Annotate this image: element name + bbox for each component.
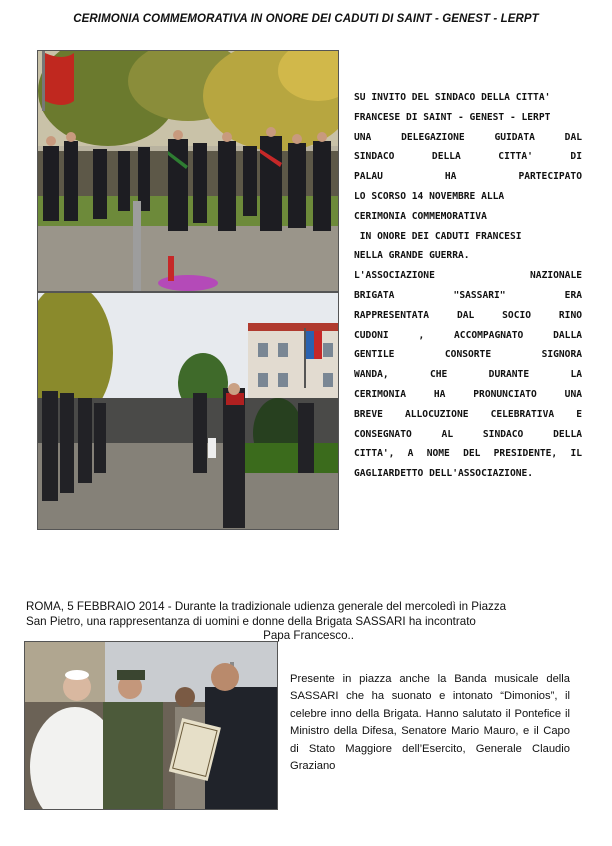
article-line: PALAU HA PARTECIPATO xyxy=(354,171,582,183)
headline-line: Papa Francesco.. xyxy=(263,629,354,643)
article-line: LO SCORSO 14 NOVEMBRE ALLA xyxy=(354,190,505,202)
article-line: RAPPRESENTATA DAL SOCIO RINO xyxy=(354,309,582,321)
article-line: UNA DELEGAZIONE GUIDATA DAL xyxy=(354,131,582,143)
article-line: CITTA', A NOME DEL PRESIDENTE, IL xyxy=(354,448,582,460)
article-saint-genest xyxy=(354,88,582,484)
photo-pope-meeting xyxy=(24,641,278,810)
article-line: GAGLIARDETTO DELL'ASSOCIAZIONE. xyxy=(354,468,534,480)
article-line: CUDONI , ACCOMPAGNATO DALLA xyxy=(354,329,582,341)
article-line: BRIGATA "SASSARI" ERA xyxy=(354,289,582,301)
photo-ceremony-group xyxy=(37,50,339,292)
headline-line: San Pietro, una rappresentanza di uomini e donne della Brigata SASSARI ha incontrato xyxy=(26,614,476,628)
article-line: CONSEGNATO AL SINDACO DELLA xyxy=(354,428,582,440)
article-line: SU INVITO DEL SINDACO DELLA CITTA' xyxy=(354,92,551,103)
article-line: SINDACO DELLA CITTA' DI xyxy=(354,151,582,163)
article-line: L'ASSOCIAZIONE NAZIONALE xyxy=(354,270,582,282)
article-line: WANDA, CHE DURANTE LA xyxy=(354,369,582,381)
article-line: IN ONORE DEI CADUTI FRANCESI xyxy=(354,230,522,242)
article-line: NELLA GRANDE GUERRA. xyxy=(354,250,470,262)
photo-ceremony-speech xyxy=(37,292,339,530)
article-line: GENTILE CONSORTE SIGNORA xyxy=(354,349,582,361)
article-line: CERIMONIA COMMEMORATIVA xyxy=(354,210,487,222)
headline-line: ROMA, 5 FEBBRAIO 2014 - Durante la tradizionale udienza generale del mercoledì in Piazza xyxy=(26,600,507,613)
page-title: CERIMONIA COMMEMORATIVA IN ONORE DEI CADUTI DI SAINT - GENEST - LERPT xyxy=(73,13,539,25)
article-line: BREVE ALLOCUZIONE CELEBRATIVA E xyxy=(354,408,582,420)
article-line: FRANCESE DI SAINT - GENEST - LERPT xyxy=(354,111,551,123)
article-body-text: Presente in piazza anche la Banda musicale della SASSARI che ha suonato e intonato “Dimonios”, il celebre inno della Brigata. Hanno salutato il Pontefice il Ministro della Difesa, Senatore Mario Mauro, e il Capo di Stato Maggiore dell’Esercito, Generale Claudio Graziano xyxy=(290,673,570,773)
article-roma-headline xyxy=(26,600,586,644)
article-line: CERIMONIA HA PRONUNCIATO UNA xyxy=(354,388,582,400)
article-roma-body xyxy=(290,671,570,775)
